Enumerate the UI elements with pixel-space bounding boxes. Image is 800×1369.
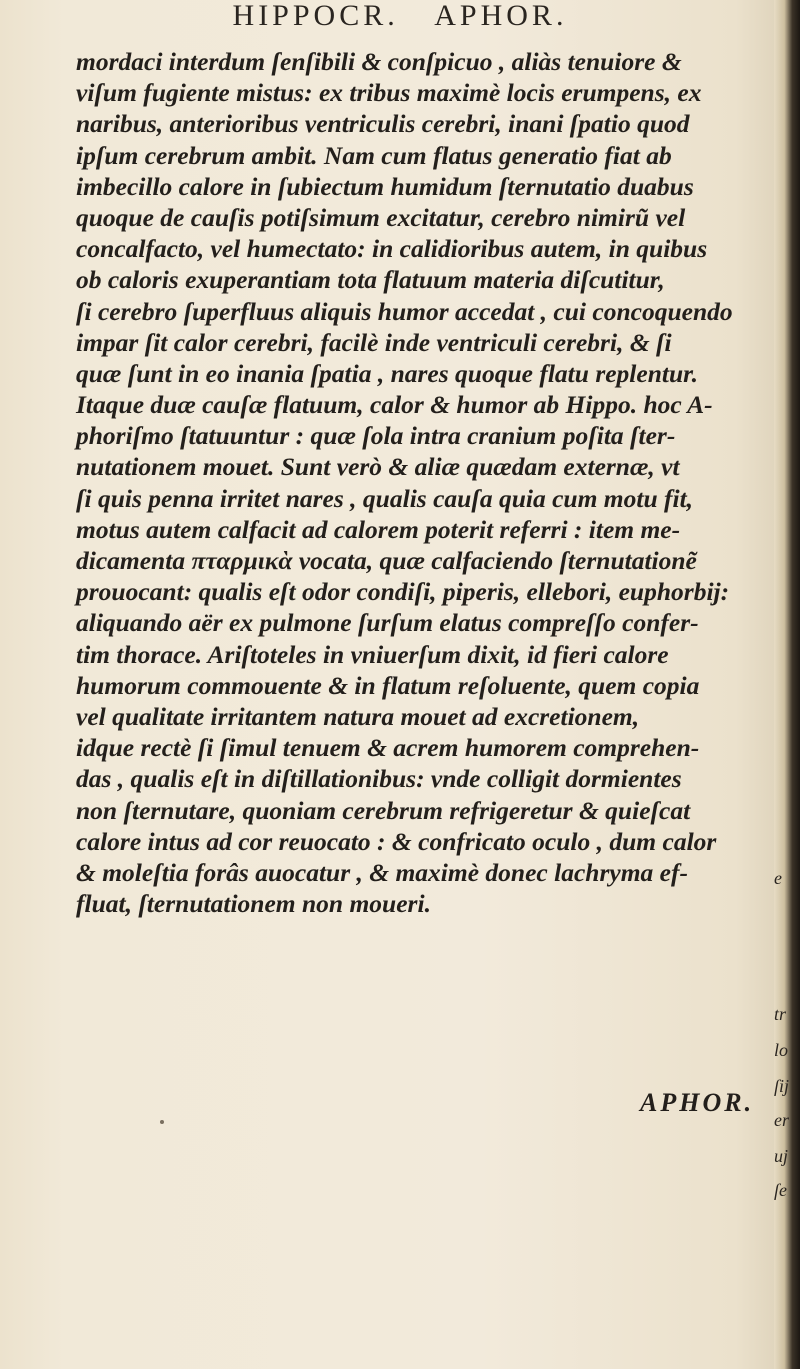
text-line: motus autem calfacit ad calorem poterit referri : item me- [76, 514, 681, 544]
text-line: prouocant: qualis eſt odor condiſi, piperis, ellebori, euphorbij: [76, 577, 730, 607]
text-line: non ſternutare, quoniam cerebrum refrigeretur & quieſcat [76, 795, 691, 825]
text-line: aliquando aër ex pulmone ſurſum elatus compreſſo confer- [76, 608, 699, 638]
margin-fragment: ſij [774, 1076, 790, 1096]
text-line: quoque de cauſis potiſsimum excitatur, cerebro nimirũ vel [76, 202, 686, 232]
text-line: mordaci interdum ſenſibili & conſpicuo , aliàs tenuiore & [76, 47, 682, 76]
catchword: APHOR. [640, 1088, 755, 1117]
margin-fragment: e [774, 868, 782, 888]
text-line: calore intus ad cor reuocato : & confricato oculo , dum calor [76, 826, 717, 856]
margin-fragment: er [774, 1110, 789, 1130]
margin-fragment: lo [774, 1040, 789, 1060]
text-line: ſi cerebro ſuperfluus aliquis humor accedat , cui concoquendo [76, 296, 733, 326]
text-line: phoriſmo ſtatuuntur : quæ ſola intra cranium poſita ſter- [76, 421, 676, 451]
text-line: das , qualis eſt in diſtillationibus: vnde colligit dormientes [76, 764, 682, 794]
body-text [76, 46, 792, 919]
text-line: nutationem mouet. Sunt verò & aliæ quædam externæ, vt [76, 452, 680, 482]
text-line: humorum commouente & in flatum reſoluente, quem copia [76, 670, 700, 700]
running-header [0, 0, 800, 40]
text-line: ſi quis penna irritet nares , qualis cauſa quia cum motu fit, [76, 483, 694, 513]
text-line: Itaque duæ cauſæ flatuum, calor & humor ab Hippo. hoc A- [76, 390, 713, 420]
header-right: APHOR. [434, 0, 568, 32]
text-line: vel qualitate irritantem natura mouet ad excretionem, [76, 701, 640, 731]
text-line: dicamenta πταρμικὰ vocata, quæ calfaciendo ſternutationẽ [76, 546, 697, 575]
text-line: quæ ſunt in eo inania ſpatia , nares quoque flatu replentur. [76, 358, 699, 388]
margin-fragment: tr [774, 1004, 787, 1024]
text-line: naribus, anterioribus ventriculis cerebri, inani ſpatio quod [76, 109, 690, 139]
text-line: viſum fugiente mistus: ex tribus maximè locis erumpens, ex [76, 78, 702, 108]
ink-spot [160, 1120, 164, 1124]
text-line: ipſum cerebrum ambit. Nam cum flatus generatio fiat ab [76, 140, 672, 170]
text-line: idque rectè ſi ſimul tenuem & acrem humorem comprehen- [76, 733, 700, 763]
text-line: ob caloris exuperantiam tota flatuum materia diſcutitur, [76, 265, 665, 295]
text-line: impar ſit calor cerebri, facilè inde ventriculi cerebri, & ſi [76, 327, 672, 357]
margin-fragment: ſe [774, 1180, 787, 1200]
text-line: fluat, ſternutationem non moueri. [76, 889, 431, 919]
margin-fragment: uj [774, 1146, 789, 1166]
text-line: & moleſtia forâs auocatur , & maximè donec lachryma ef- [76, 857, 688, 887]
text-line: imbecillo calore in ſubiectum humidum ſternutatio duabus [76, 171, 694, 201]
text-line: concalfacto, vel humectato: in calidioribus autem, in quibus [76, 234, 708, 264]
header-left: HIPPOCR. [232, 0, 399, 32]
text-line: tim thorace. Ariſtoteles in vniuerſum dixit, id fieri calore [76, 639, 669, 669]
